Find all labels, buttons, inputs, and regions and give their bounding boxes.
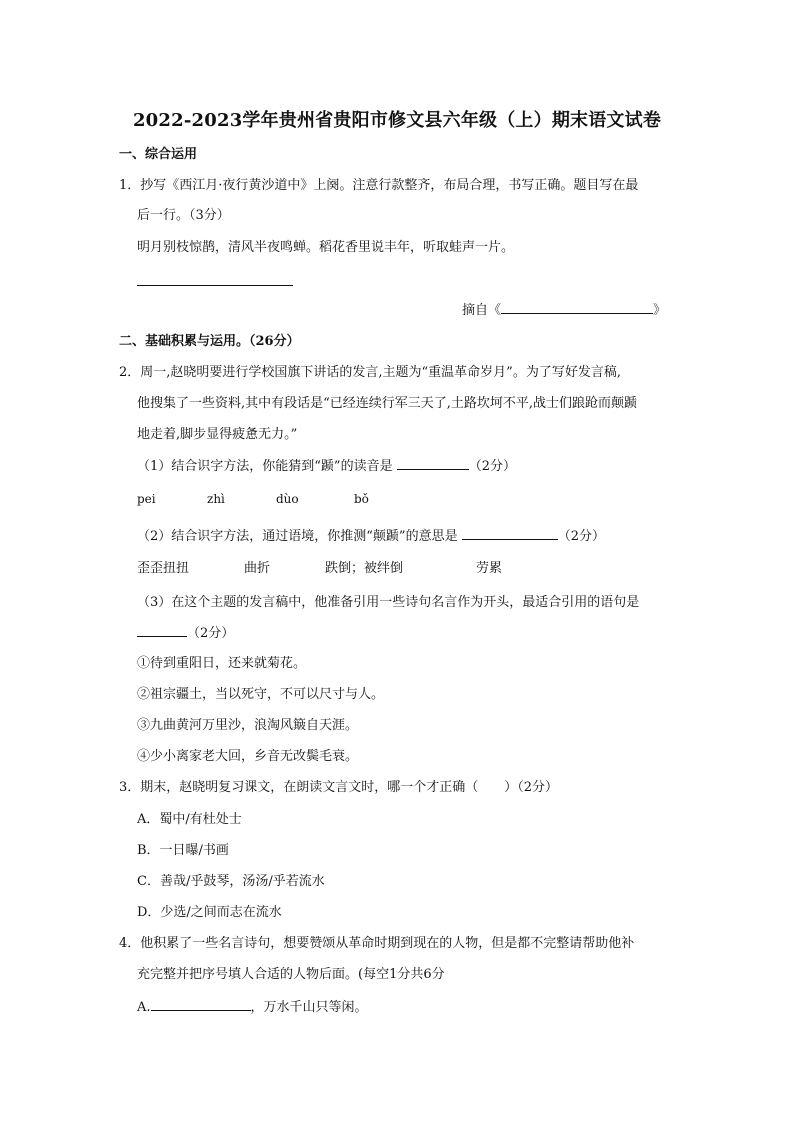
q2-2-option: 歪歪扭扭 xyxy=(137,561,190,576)
question-1-excerpt xyxy=(462,301,666,320)
q2-3-option: ①待到重阳日，还来就菊花。 xyxy=(137,656,307,671)
excerpt-title-blank[interactable] xyxy=(501,301,653,314)
q2-2-option: 劳累 xyxy=(476,561,503,576)
question-2-3-line-1: （3）在这个主题的发言稿中，他准备引用一些诗句名言作为开头，最适合引用的语句是 xyxy=(137,595,640,610)
question-1-poem: 明月别枝惊鹊，清风半夜鸣蝉。稻花香里说丰年，听取蛙声一片。 xyxy=(137,240,515,255)
q2-2-score: （2分） xyxy=(557,529,605,544)
section-2-heading: 二、基础积累与运用。（26分） xyxy=(119,334,300,349)
question-1-copy-line[interactable] xyxy=(137,285,293,286)
section-1-heading: 一、综合运用 xyxy=(119,147,198,162)
q2-1-prompt: （1）结合识字方法，你能猜到“踬”的读音是 xyxy=(137,459,393,474)
q2-1-option: dùo xyxy=(276,492,299,506)
q2-3-option: ④少小离家老大回，乡音无改鬓毛衰。 xyxy=(137,749,359,764)
question-1-line-2: 后一行。（3分） xyxy=(137,208,230,223)
question-2-line-3: 地走着,脚步显得疲惫无力。” xyxy=(137,427,298,442)
q2-2-option: 曲折 xyxy=(244,561,271,576)
q3-option-a: A．蜀中/有杜处士 xyxy=(137,812,242,827)
q3-option-d: D．少选/之间而志在流水 xyxy=(137,905,282,920)
question-2-2 xyxy=(137,527,605,546)
q2-1-answer-blank[interactable] xyxy=(397,457,469,470)
q4-a-text: ，万水千山只等闲。 xyxy=(250,1000,368,1015)
q2-3-option: ③九曲黄河万里沙，浪淘风簸自天涯。 xyxy=(137,718,359,733)
question-3: 3．期末，赵晓明复习课文，在朗读文言文时，哪一个才正确（ ）（2分） xyxy=(119,780,559,795)
question-4-a xyxy=(137,998,368,1017)
q3-option-b: B．一日曝/书画 xyxy=(137,843,229,858)
q2-1-option: bǒ xyxy=(354,492,369,506)
question-2-line-1: 2．周一,赵晓明要进行学校国旗下讲话的发言,主题为“重温革命岁月”。为了写好发言稿, xyxy=(119,365,621,380)
exam-title: 2022-2023学年贵州省贵阳市修文县六年级（上）期末语文试卷 xyxy=(132,110,662,131)
q2-1-option: pei xyxy=(137,492,156,506)
question-2-3-line-2 xyxy=(137,624,234,643)
question-4-line-2: 充完整并把序号填人合适的人物后面。(每空1分共6分 xyxy=(137,967,445,982)
q3-option-c: C．善哉/乎鼓琴，汤汤/乎若流水 xyxy=(137,874,325,889)
q4-a-answer-blank[interactable] xyxy=(151,998,251,1011)
question-4-line-1: 4．他积累了一些名言诗句，想要赞颂从革命时期到现在的人物，但是都不完整请帮助他补 xyxy=(119,936,635,951)
q2-1-score: （2分） xyxy=(468,459,516,474)
question-1-line-1: 1．抄写《西江月·夜行黄沙道中》上阕。注意行款整齐，布局合理，书写正确。题目写在最 xyxy=(119,178,639,193)
question-2-line-2: 他搜集了一些资料,其中有段话是“已经连续行军三天了,土路坎坷不平,战士们踉跄而颠踬 xyxy=(137,396,638,411)
q4-a-label: A. xyxy=(137,1000,151,1015)
excerpt-suffix: 》 xyxy=(653,303,667,318)
question-2-1 xyxy=(137,457,516,476)
q2-3-option: ②祖宗疆土，当以死守，不可以尺寸与人。 xyxy=(137,687,385,702)
q2-2-answer-blank[interactable] xyxy=(462,527,558,540)
q2-1-option: zhì xyxy=(207,492,225,506)
q2-3-score: （2分） xyxy=(187,626,235,641)
q2-2-prompt: （2）结合识字方法，通过语境，你推测“颠踬”的意思是 xyxy=(137,529,458,544)
q2-2-option: 跌倒；被绊倒 xyxy=(325,561,404,576)
excerpt-prefix: 摘自《 xyxy=(462,303,502,318)
q2-3-answer-blank[interactable] xyxy=(137,624,187,637)
